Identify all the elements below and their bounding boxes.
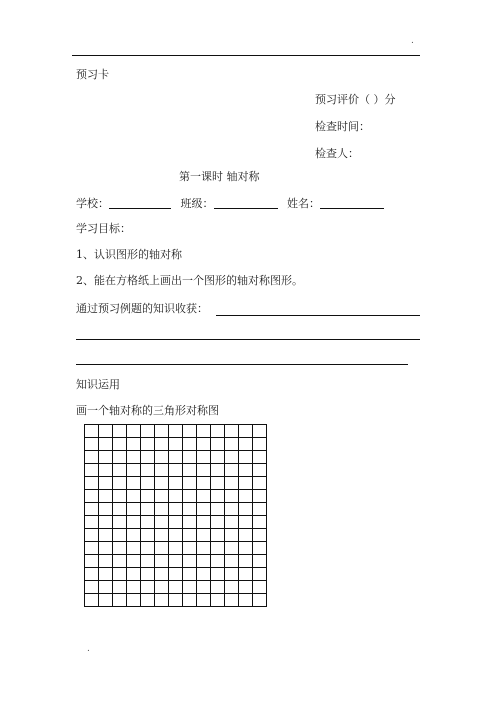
grid-cell[interactable] (169, 438, 183, 451)
grid-cell[interactable] (127, 503, 141, 516)
grid-cell[interactable] (211, 529, 225, 542)
grid-cell[interactable] (239, 568, 253, 581)
grid-cell[interactable] (225, 451, 239, 464)
grid-cell[interactable] (155, 542, 169, 555)
grid-cell[interactable] (169, 425, 183, 438)
grid-cell[interactable] (211, 581, 225, 594)
grid-cell[interactable] (197, 594, 211, 607)
school-label: 学校： (76, 197, 109, 210)
grid-cell[interactable] (169, 555, 183, 568)
grid-cell[interactable] (239, 581, 253, 594)
grid-cell[interactable] (253, 568, 267, 581)
grid-cell[interactable] (197, 425, 211, 438)
grid-cell[interactable] (197, 464, 211, 477)
grid-cell[interactable] (99, 425, 113, 438)
grid-cell[interactable] (225, 594, 239, 607)
grid-cell[interactable] (141, 425, 155, 438)
grid-cell[interactable] (197, 490, 211, 503)
grid-cell[interactable] (141, 529, 155, 542)
grid-row (85, 464, 267, 477)
grid-cell[interactable] (239, 529, 253, 542)
grid-cell[interactable] (127, 542, 141, 555)
grid-cell[interactable] (197, 555, 211, 568)
goal-1: 1、认识图形的轴对称 (76, 248, 182, 261)
grid-row (85, 568, 267, 581)
grid-cell[interactable] (155, 555, 169, 568)
grid-cell[interactable] (141, 503, 155, 516)
grid-cell[interactable] (99, 581, 113, 594)
grid-cell[interactable] (183, 438, 197, 451)
grid-cell[interactable] (141, 438, 155, 451)
grid-cell[interactable] (225, 529, 239, 542)
grid-cell[interactable] (99, 438, 113, 451)
grid-cell[interactable] (197, 477, 211, 490)
grid-row (85, 555, 267, 568)
grid-cell[interactable] (113, 529, 127, 542)
evaluation-field: 预习评价（ ）分 (315, 93, 396, 106)
grid-cell[interactable] (85, 594, 99, 607)
grid-cell[interactable] (239, 490, 253, 503)
grid-cell[interactable] (113, 438, 127, 451)
grid-cell[interactable] (211, 425, 225, 438)
class-blank[interactable] (214, 196, 278, 209)
grid-cell[interactable] (99, 555, 113, 568)
grid-cell[interactable] (113, 490, 127, 503)
card-title: 预习卡 (76, 68, 109, 81)
grid-row (85, 477, 267, 490)
grid-cell[interactable] (197, 516, 211, 529)
grid-row (85, 594, 267, 607)
grid-cell[interactable] (225, 568, 239, 581)
grid-row (85, 503, 267, 516)
grid-cell[interactable] (211, 490, 225, 503)
grid-cell[interactable] (169, 594, 183, 607)
grid-cell[interactable] (127, 555, 141, 568)
grid-cell[interactable] (85, 451, 99, 464)
gain-blank-1[interactable] (216, 315, 420, 316)
grid-cell[interactable] (155, 438, 169, 451)
grid-cell[interactable] (127, 490, 141, 503)
grid-cell[interactable] (85, 490, 99, 503)
grid-cell[interactable] (239, 542, 253, 555)
grid-cell[interactable] (239, 438, 253, 451)
grid-cell[interactable] (155, 529, 169, 542)
grid-cell[interactable] (253, 438, 267, 451)
grid-cell[interactable] (183, 477, 197, 490)
grid-cell[interactable] (141, 490, 155, 503)
grid-cell[interactable] (85, 529, 99, 542)
grid-cell[interactable] (197, 568, 211, 581)
grid-cell[interactable] (141, 555, 155, 568)
grid-cell[interactable] (113, 451, 127, 464)
grid-cell[interactable] (253, 451, 267, 464)
grid-cell[interactable] (253, 542, 267, 555)
grid-cell[interactable] (225, 555, 239, 568)
grid-cell[interactable] (253, 516, 267, 529)
grid-row (85, 581, 267, 594)
grid-cell[interactable] (183, 503, 197, 516)
grid-cell[interactable] (155, 581, 169, 594)
grid-cell[interactable] (225, 503, 239, 516)
grid-cell[interactable] (113, 581, 127, 594)
grid-cell[interactable] (169, 529, 183, 542)
grid-cell[interactable] (211, 451, 225, 464)
grid-cell[interactable] (225, 438, 239, 451)
grid-cell[interactable] (155, 568, 169, 581)
grid-cell[interactable] (197, 451, 211, 464)
grid-cell[interactable] (85, 542, 99, 555)
class-label: 班级： (180, 197, 214, 210)
grid-row (85, 529, 267, 542)
grid-cell[interactable] (211, 594, 225, 607)
grid-cell[interactable] (85, 477, 99, 490)
grid-cell[interactable] (253, 490, 267, 503)
grid-cell[interactable] (239, 425, 253, 438)
grid-cell[interactable] (225, 490, 239, 503)
grid-cell[interactable] (141, 516, 155, 529)
grid-cell[interactable] (141, 594, 155, 607)
grid-row (85, 438, 267, 451)
grid-cell[interactable] (155, 516, 169, 529)
grid-cell[interactable] (85, 438, 99, 451)
grid-cell[interactable] (183, 568, 197, 581)
grid-row (85, 542, 267, 555)
grid-cell[interactable] (127, 425, 141, 438)
grid-cell[interactable] (225, 542, 239, 555)
check-time-field: 检查时间： (315, 120, 370, 133)
header-dot: . (411, 36, 414, 46)
goal-2: 2、能在方格纸上画出一个图形的轴对称图形。 (76, 274, 303, 287)
grid-cell[interactable] (183, 464, 197, 477)
grid-cell[interactable] (197, 529, 211, 542)
grid-cell[interactable] (99, 516, 113, 529)
grid-cell[interactable] (197, 581, 211, 594)
grid-cell[interactable] (253, 477, 267, 490)
grid-cell[interactable] (211, 503, 225, 516)
grid-cell[interactable] (183, 529, 197, 542)
grid-row (85, 451, 267, 464)
goals-heading: 学习目标： (76, 222, 131, 235)
grid-cell[interactable] (239, 451, 253, 464)
grid-cell[interactable] (183, 581, 197, 594)
grid-cell[interactable] (113, 542, 127, 555)
grid-cell[interactable] (127, 451, 141, 464)
grid-cell[interactable] (113, 425, 127, 438)
grid-cell[interactable] (155, 425, 169, 438)
gain-blank-2[interactable] (76, 339, 420, 340)
grid-cell[interactable] (225, 581, 239, 594)
grid-cell[interactable] (169, 503, 183, 516)
grid-cell[interactable] (113, 516, 127, 529)
grid-cell[interactable] (211, 464, 225, 477)
grid-cell[interactable] (183, 594, 197, 607)
grid-cell[interactable] (169, 581, 183, 594)
grid-cell[interactable] (225, 425, 239, 438)
grid-cell[interactable] (85, 581, 99, 594)
grid-cell[interactable] (99, 542, 113, 555)
grid-cell[interactable] (127, 516, 141, 529)
grid-cell[interactable] (127, 464, 141, 477)
grid-cell[interactable] (99, 503, 113, 516)
grid-cell[interactable] (85, 555, 99, 568)
grid-cell[interactable] (127, 529, 141, 542)
grid-cell[interactable] (169, 516, 183, 529)
grid-cell[interactable] (225, 516, 239, 529)
grid-cell[interactable] (253, 555, 267, 568)
grid-cell[interactable] (211, 516, 225, 529)
grid-cell[interactable] (155, 464, 169, 477)
grid-cell[interactable] (127, 438, 141, 451)
grid-cell[interactable] (169, 464, 183, 477)
grid-cell[interactable] (141, 568, 155, 581)
grid-cell[interactable] (197, 438, 211, 451)
grid-cell[interactable] (99, 464, 113, 477)
grid-cell[interactable] (239, 516, 253, 529)
grid-cell[interactable] (197, 542, 211, 555)
grid-cell[interactable] (85, 568, 99, 581)
grid-cell[interactable] (99, 594, 113, 607)
grid-cell[interactable] (239, 464, 253, 477)
grid-cell[interactable] (183, 425, 197, 438)
grid-cell[interactable] (169, 451, 183, 464)
grid-cell[interactable] (211, 438, 225, 451)
grid-cell[interactable] (99, 451, 113, 464)
grid-cell[interactable] (155, 594, 169, 607)
gain-blank-3[interactable] (76, 364, 408, 365)
grid-cell[interactable] (141, 477, 155, 490)
grid-cell[interactable] (99, 568, 113, 581)
footer-dot: . (87, 644, 90, 654)
grid-cell[interactable] (169, 477, 183, 490)
grid-row (85, 425, 267, 438)
grid-cell[interactable] (239, 594, 253, 607)
grid-cell[interactable] (225, 477, 239, 490)
checker-field: 检查人： (315, 147, 359, 160)
grid-cell[interactable] (211, 542, 225, 555)
grid-cell[interactable] (113, 503, 127, 516)
grid-cell[interactable] (225, 464, 239, 477)
grid-cell[interactable] (85, 425, 99, 438)
grid-row (85, 516, 267, 529)
grid-cell[interactable] (127, 594, 141, 607)
grid-cell[interactable] (239, 503, 253, 516)
grid-cell[interactable] (141, 581, 155, 594)
grid-cell[interactable] (253, 503, 267, 516)
grid-cell[interactable] (85, 464, 99, 477)
info-row (76, 196, 384, 211)
grid-cell[interactable] (113, 464, 127, 477)
school-blank[interactable] (109, 196, 171, 209)
grid-cell[interactable] (155, 490, 169, 503)
grid-cell[interactable] (253, 594, 267, 607)
grid-cell[interactable] (113, 594, 127, 607)
grid-cell[interactable] (141, 542, 155, 555)
gain-label: 通过预习例题的知识收获： (76, 302, 208, 315)
header-rule (72, 55, 420, 56)
grid-cell[interactable] (183, 451, 197, 464)
grid-cell[interactable] (239, 555, 253, 568)
name-label: 姓名： (287, 197, 320, 210)
grid-cell[interactable] (239, 477, 253, 490)
lesson-title: 第一课时 轴对称 (179, 170, 260, 183)
grid-cell[interactable] (113, 568, 127, 581)
grid-cell[interactable] (183, 542, 197, 555)
grid-cell[interactable] (183, 490, 197, 503)
section-heading: 知识运用 (76, 378, 120, 391)
grid-cell[interactable] (127, 477, 141, 490)
grid-cell[interactable] (155, 477, 169, 490)
grid-cell[interactable] (113, 477, 127, 490)
graph-paper-grid[interactable] (84, 424, 267, 607)
grid-cell[interactable] (253, 464, 267, 477)
task-text: 画一个轴对称的三角形对称图 (76, 404, 219, 417)
grid-cell[interactable] (141, 464, 155, 477)
grid-cell[interactable] (99, 477, 113, 490)
grid-cell[interactable] (211, 477, 225, 490)
grid-cell[interactable] (127, 568, 141, 581)
grid-cell[interactable] (85, 503, 99, 516)
grid-cell[interactable] (211, 568, 225, 581)
grid-cell[interactable] (127, 581, 141, 594)
name-blank[interactable] (320, 196, 384, 209)
grid-cell[interactable] (99, 529, 113, 542)
grid-cell[interactable] (211, 555, 225, 568)
grid-cell[interactable] (155, 503, 169, 516)
grid-row (85, 490, 267, 503)
grid-cell[interactable] (183, 516, 197, 529)
grid-cell[interactable] (253, 425, 267, 438)
grid-cell[interactable] (169, 490, 183, 503)
grid-cell[interactable] (253, 529, 267, 542)
grid-cell[interactable] (169, 568, 183, 581)
grid-cell[interactable] (197, 503, 211, 516)
grid-cell[interactable] (99, 490, 113, 503)
grid-cell[interactable] (253, 581, 267, 594)
grid-cell[interactable] (141, 451, 155, 464)
grid-cell[interactable] (155, 451, 169, 464)
grid-cell[interactable] (183, 555, 197, 568)
grid-cell[interactable] (113, 555, 127, 568)
grid-cell[interactable] (169, 542, 183, 555)
grid-cell[interactable] (85, 516, 99, 529)
